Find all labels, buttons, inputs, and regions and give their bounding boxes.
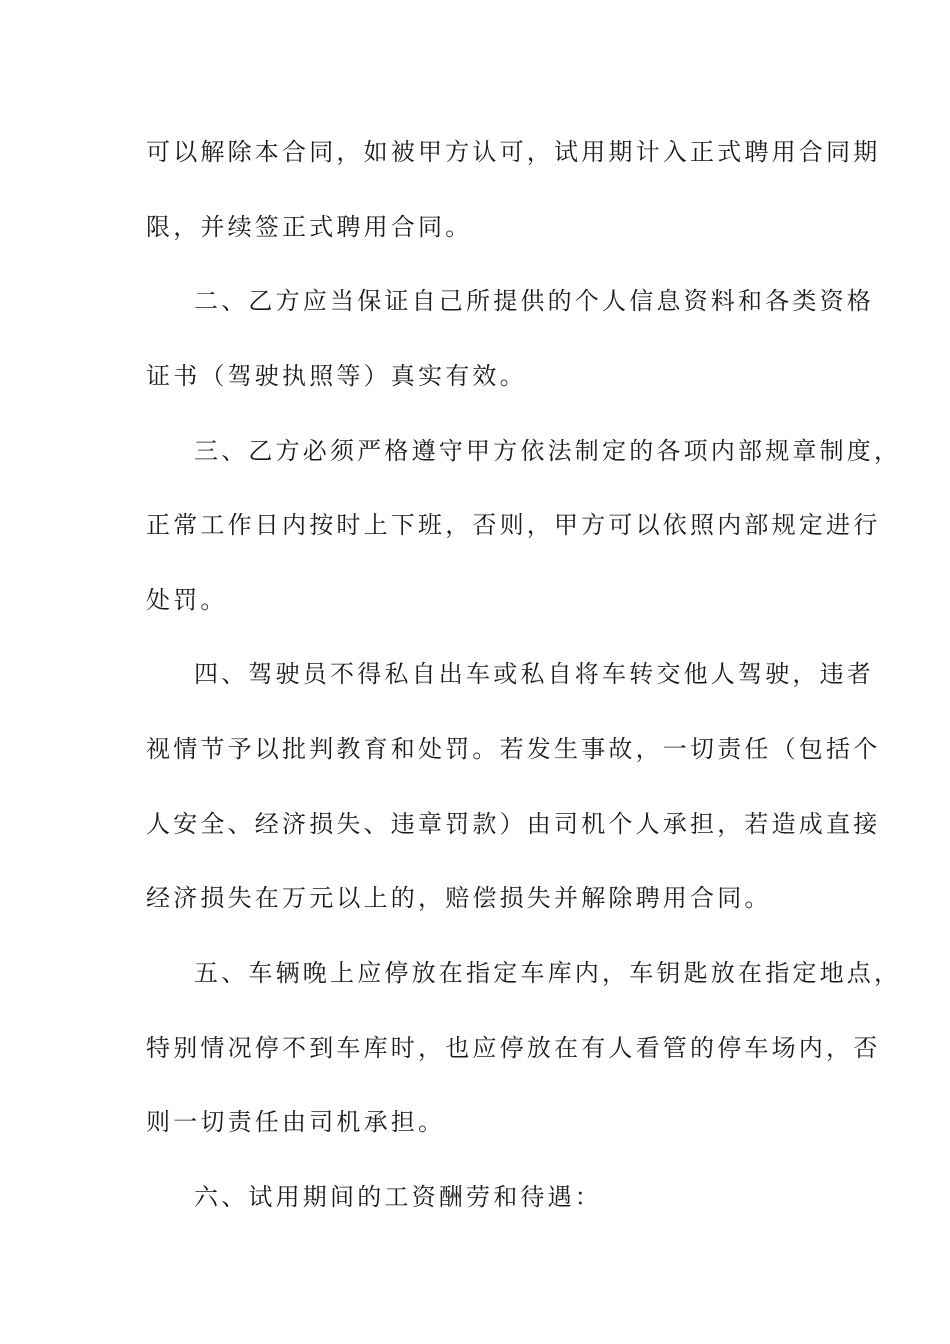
text-line: 限，并续签正式聘用合同。 [146, 213, 473, 241]
text-line: 经济损失在万元以上的，赔偿损失并解除聘用合同。 [146, 884, 772, 912]
paragraph-3-first-line: 三、乙方必须严格遵守甲方依法制定的各项内部规章制度， [194, 437, 902, 465]
text-line: 视情节予以批判教育和处罚。若发生事故，一切责任（包括个 [146, 735, 881, 763]
paragraph-5-first-line: 五、车辆晚上应停放在指定车库内，车钥匙放在指定地点， [194, 959, 902, 987]
text-line: 人安全、经济损失、违章罚款）由司机个人承担，若造成直接 [146, 810, 881, 838]
text-line: 处罚。 [146, 586, 228, 614]
text-line: 则一切责任由司机承担。 [146, 1108, 446, 1136]
paragraph-4-first-line: 四、驾驶员不得私自出车或私自将车转交他人驾驶，违者 [194, 660, 874, 688]
text-line: 正常工作日内按时上下班，否则，甲方可以依照内部规定进行 [146, 511, 881, 539]
text-line: 可以解除本合同，如被甲方认可，试用期计入正式聘用合同期 [146, 138, 881, 166]
text-line: 证书（驾驶执照等）真实有效。 [146, 362, 527, 390]
paragraph-2-first-line: 二、乙方应当保证自己所提供的个人信息资料和各类资格 [194, 287, 874, 315]
text-line: 特别情况停不到车库时，也应停放在有人看管的停车场内，否 [146, 1034, 881, 1062]
paragraph-6-heading: 六、试用期间的工资酬劳和待遇： [194, 1183, 602, 1211]
